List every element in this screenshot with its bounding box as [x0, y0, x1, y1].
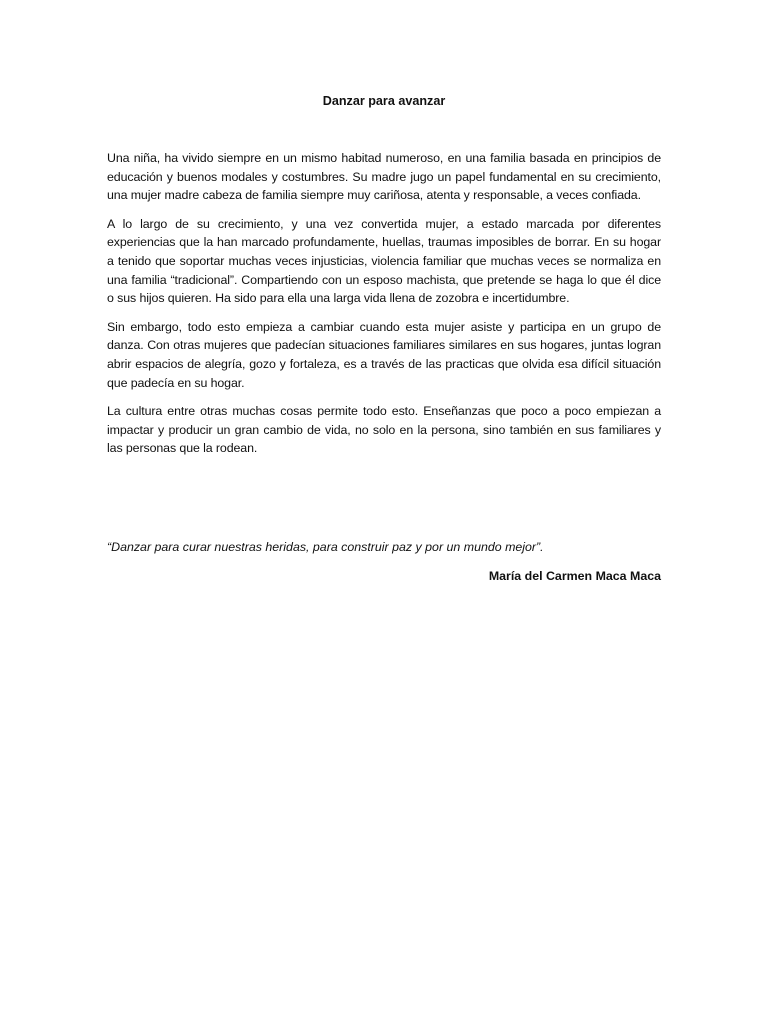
closing-quote: “Danzar para curar nuestras heridas, para construir paz y por un mundo mejor”. — [107, 540, 544, 554]
document-body — [107, 149, 661, 468]
document-title: Danzar para avanzar — [322, 94, 446, 108]
paragraph-4: La cultura entre otras muchas cosas permite todo esto. Enseñanzas que poco a poco empiezan a impactar y producir un gran cambio de vida, no solo en la persona, sino también en sus familiares y las personas que la rodean. — [107, 404, 661, 456]
author-signature: María del Carmen Maca Maca — [488, 569, 661, 583]
paragraph-1: Una niña, ha vivido siempre en un mismo habitad numeroso, en una familia basada en principios de educación y buenos modales y costumbres. Su madre jugo un papel fundamental en su crecimiento, una mujer madre cabeza de familia siempre muy cariñosa, atenta y responsable, a veces confiada. — [107, 151, 661, 203]
paragraph-3: Sin embargo, todo esto empieza a cambiar cuando esta mujer asiste y participa en un grupo de danza. Con otras mujeres que padecían situaciones familiares similares en sus hogares, juntas logran abrir espacios de alegría, gozo y fortaleza, es a través de las practicas que olvida esa difícil situación que padecía en su hogar. — [107, 319, 661, 390]
paragraph-2: A lo largo de su crecimiento, y una vez convertida mujer, a estado marcada por diferentes experiencias que la han marcado profundamente, huellas, traumas imposibles de borrar. En su hogar a tenido que soportar muchas veces injusticias, violencia familiar que muchas veces se normaliza en una familia “tradicional”. Compartiendo con un esposo machista, que pretende se haga lo que él dice o sus hijos quieren. Ha sido para ella una larga vida llena de zozobra e incertidumbre. — [107, 216, 661, 306]
